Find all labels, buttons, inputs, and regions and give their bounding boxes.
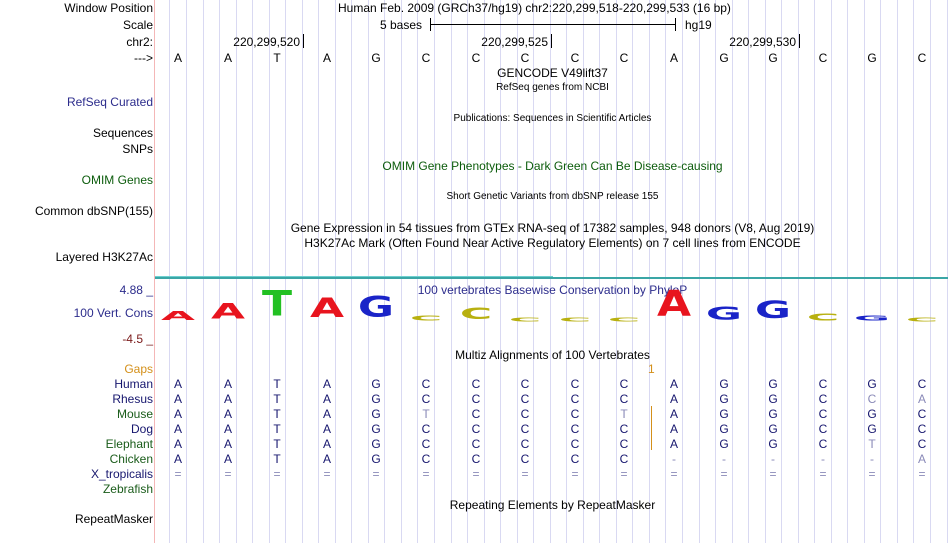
- alignment-base: T: [273, 422, 281, 436]
- alignment-base: A: [173, 422, 182, 436]
- reference-base: G: [371, 51, 381, 65]
- reference-base: C: [818, 51, 828, 65]
- alignment-base: G: [719, 407, 729, 421]
- alignment-base: G: [371, 437, 381, 451]
- alignment-base: G: [719, 377, 729, 391]
- alignment-base: =: [819, 467, 827, 481]
- reference-base: C: [570, 51, 580, 65]
- alignment-base: C: [421, 392, 431, 406]
- alignment-base: A: [322, 422, 331, 436]
- gencode-track-title[interactable]: GENCODE V49lift37: [497, 66, 608, 80]
- phylop-logo-letter: C: [508, 316, 542, 323]
- gap-insertion-marker: [651, 406, 652, 450]
- alignment-base: =: [720, 467, 728, 481]
- alignment-base: C: [867, 392, 877, 406]
- multiz-track-title[interactable]: Multiz Alignments of 100 Vertebrates: [455, 348, 650, 362]
- alignment-base: C: [619, 422, 629, 436]
- phylop-logo-letter: C: [806, 311, 840, 323]
- alignment-base: A: [322, 437, 331, 451]
- alignment-base: A: [173, 407, 182, 421]
- alignment-base: C: [619, 437, 629, 451]
- alignment-base: A: [173, 437, 182, 451]
- alignment-base: C: [570, 452, 580, 466]
- alignment-base: =: [224, 467, 232, 481]
- alignment-base: A: [223, 392, 232, 406]
- alignment-base: -: [821, 452, 825, 466]
- alignment-base: -: [771, 452, 775, 466]
- alignment-base: =: [372, 467, 380, 481]
- alignment-base: =: [670, 467, 678, 481]
- phylop-logo-letter: A: [309, 293, 345, 325]
- alignment-base: G: [768, 422, 778, 436]
- cons-min-label: -4.5 _: [122, 332, 153, 346]
- alignment-base: C: [917, 422, 927, 436]
- gaps-label[interactable]: Gaps: [124, 362, 153, 376]
- alignment-base: G: [371, 422, 381, 436]
- alignment-base: C: [818, 377, 828, 391]
- alignment-base: C: [570, 422, 580, 436]
- alignment-base: A: [173, 392, 182, 406]
- omim-genes-label[interactable]: OMIM Genes: [81, 173, 153, 187]
- alignment-base: T: [422, 407, 430, 421]
- phylop-logo-letter: G: [357, 291, 395, 325]
- alignment-base: =: [273, 467, 281, 481]
- alignment-base: C: [421, 437, 431, 451]
- omim-track-title[interactable]: OMIM Gene Phenotypes - Dark Green Can Be Disease-causing: [382, 159, 723, 173]
- alignment-base: C: [570, 407, 580, 421]
- alignment-base: =: [868, 467, 876, 481]
- alignment-base: C: [471, 377, 481, 391]
- alignment-base: C: [818, 437, 828, 451]
- alignment-base: C: [421, 422, 431, 436]
- alignment-base: G: [719, 437, 729, 451]
- alignment-base: C: [818, 407, 828, 421]
- alignment-base: C: [471, 452, 481, 466]
- snps-label[interactable]: SNPs: [122, 142, 153, 156]
- strand-label[interactable]: --->: [134, 51, 153, 65]
- alignment-base: C: [471, 437, 481, 451]
- reference-base: C: [917, 51, 927, 65]
- phylop-logo-letter: C: [558, 316, 592, 323]
- assembly-label: hg19: [685, 18, 712, 32]
- reference-base: T: [273, 51, 281, 65]
- phylop-logo-letter: G: [705, 303, 743, 324]
- alignment-base: =: [323, 467, 331, 481]
- alignment-base: G: [768, 437, 778, 451]
- alignment-base: C: [570, 437, 580, 451]
- species-label-human[interactable]: Human: [114, 377, 153, 391]
- alignment-base: =: [918, 467, 926, 481]
- alignment-base: A: [669, 422, 678, 436]
- alignment-base: C: [520, 377, 530, 391]
- alignment-base: C: [520, 452, 530, 466]
- alignment-base: C: [520, 422, 530, 436]
- alignment-base: T: [273, 407, 281, 421]
- alignment-base: A: [669, 407, 678, 421]
- alignment-base: A: [322, 452, 331, 466]
- h3k27ac-track-title[interactable]: H3K27Ac Mark (Often Found Near Active Regulatory Elements) on 7 cell lines from ENCODE: [304, 236, 801, 250]
- alignment-base: =: [620, 467, 628, 481]
- reference-base: C: [520, 51, 530, 65]
- cons-max-label: 4.88 _: [119, 283, 153, 297]
- species-label-zebrafish[interactable]: Zebrafish: [102, 482, 153, 496]
- alignment-base: T: [273, 377, 281, 391]
- alignment-base: G: [371, 392, 381, 406]
- phylop-logo-letter: A: [160, 309, 196, 323]
- species-label-x_tropicalis[interactable]: X_tropicalis: [90, 467, 153, 481]
- alignment-base: A: [917, 392, 926, 406]
- alignment-base: G: [867, 377, 877, 391]
- alignment-base: C: [421, 377, 431, 391]
- species-label-chicken[interactable]: Chicken: [109, 452, 153, 466]
- species-label-rhesus[interactable]: Rhesus: [112, 392, 153, 406]
- phylop-logo-letter: A: [656, 283, 692, 325]
- alignment-base: C: [917, 377, 927, 391]
- reference-base: A: [669, 51, 678, 65]
- alignment-base: A: [223, 437, 232, 451]
- reference-base: A: [173, 51, 182, 65]
- alignment-base: C: [471, 392, 481, 406]
- repeatmasker-track-title[interactable]: Repeating Elements by RepeatMasker: [449, 498, 656, 512]
- gap-count: 1: [648, 362, 655, 376]
- alignment-base: A: [669, 437, 678, 451]
- alignment-base: G: [867, 407, 877, 421]
- alignment-base: A: [223, 377, 232, 391]
- refseq-curated-label[interactable]: RefSeq Curated: [66, 95, 153, 109]
- alignment-base: G: [768, 377, 778, 391]
- alignment-base: C: [917, 407, 927, 421]
- alignment-base: =: [571, 467, 579, 481]
- alignment-base: T: [868, 437, 876, 451]
- alignment-base: C: [619, 452, 629, 466]
- alignment-base: -: [672, 452, 676, 466]
- scale-text: 5 bases: [380, 18, 423, 32]
- repeatmasker-label[interactable]: RepeatMasker: [74, 512, 153, 526]
- ruler-tick-2: 220,299,525: [481, 35, 548, 49]
- gtex-track-title[interactable]: Gene Expression in 54 tissues from GTEx RNA-seq of 17382 samples, 948 donors (V8, Aug 2019): [290, 221, 815, 235]
- reference-base: A: [223, 51, 232, 65]
- species-label-mouse[interactable]: Mouse: [116, 407, 153, 421]
- window-position-value: Human Feb. 2009 (GRCh37/hg19) chr2:220,299,518-220,299,533 (16 bp): [338, 1, 731, 15]
- publications-track-title[interactable]: Publications: Sequences in Scientific Articles: [453, 113, 652, 124]
- alignment-base: A: [669, 377, 678, 391]
- alignment-base: C: [520, 392, 530, 406]
- alignment-base: C: [421, 452, 431, 466]
- chrom-label: chr2:: [126, 35, 153, 49]
- alignment-base: A: [173, 377, 182, 391]
- layered-h3k27ac-label[interactable]: Layered H3K27Ac: [55, 250, 153, 264]
- alignment-base: C: [520, 437, 530, 451]
- reference-base: C: [421, 51, 431, 65]
- alignment-base: G: [768, 392, 778, 406]
- phylop-logo-letter: C: [905, 316, 939, 323]
- alignment-base: -: [870, 452, 874, 466]
- phylop-logo-letter: A: [210, 299, 246, 324]
- alignment-base: A: [322, 407, 331, 421]
- reference-base: C: [619, 51, 629, 65]
- alignment-base: G: [867, 422, 877, 436]
- species-label-elephant[interactable]: Elephant: [105, 437, 153, 451]
- alignment-base: C: [471, 407, 481, 421]
- alignment-base: T: [620, 407, 628, 421]
- alignment-base: C: [570, 377, 580, 391]
- dbsnp-track-title[interactable]: Short Genetic Variants from dbSNP release 155: [446, 191, 659, 202]
- alignment-base: G: [371, 407, 381, 421]
- alignment-base: G: [719, 422, 729, 436]
- alignment-base: C: [619, 392, 629, 406]
- reference-base: G: [719, 51, 729, 65]
- alignment-base: C: [471, 422, 481, 436]
- alignment-base: A: [322, 392, 331, 406]
- phylop-logo-letter: C: [459, 304, 493, 324]
- alignment-base: C: [520, 407, 530, 421]
- alignment-base: G: [768, 407, 778, 421]
- alignment-base: C: [619, 377, 629, 391]
- phylop-logo-letter: G: [754, 296, 792, 324]
- alignment-base: G: [371, 452, 381, 466]
- alignment-base: =: [521, 467, 529, 481]
- alignment-base: C: [818, 422, 828, 436]
- alignment-base: C: [818, 392, 828, 406]
- cons-track-title[interactable]: 100 vertebrates Basewise Conservation by PhyloP: [417, 283, 688, 297]
- alignment-base: T: [273, 392, 281, 406]
- alignment-base: =: [174, 467, 182, 481]
- alignment-base: A: [223, 422, 232, 436]
- phylop-logo-letter: T: [261, 284, 293, 325]
- alignment-base: C: [917, 437, 927, 451]
- alignment-base: G: [371, 377, 381, 391]
- vert-cons-label[interactable]: 100 Vert. Cons: [73, 306, 153, 320]
- phylop-logo-letter: G: [853, 314, 891, 323]
- alignment-base: T: [273, 452, 281, 466]
- alignment-base: A: [917, 452, 926, 466]
- reference-base: A: [322, 51, 331, 65]
- alignment-base: A: [173, 452, 182, 466]
- alignment-base: =: [472, 467, 480, 481]
- scale-label: Scale: [122, 18, 153, 32]
- refseq-track-subtitle[interactable]: RefSeq genes from NCBI: [496, 82, 609, 93]
- window-position-label: Window Position: [64, 1, 153, 15]
- ruler-tick-1: 220,299,520: [233, 35, 300, 49]
- reference-base: G: [768, 51, 778, 65]
- phylop-logo-letter: C: [607, 316, 641, 323]
- alignment-base: T: [273, 437, 281, 451]
- ruler-tick-3: 220,299,530: [729, 35, 796, 49]
- alignment-base: A: [223, 452, 232, 466]
- alignment-base: -: [722, 452, 726, 466]
- reference-base: C: [471, 51, 481, 65]
- phylop-logo-letter: C: [409, 314, 443, 323]
- alignment-base: C: [570, 392, 580, 406]
- alignment-base: =: [769, 467, 777, 481]
- alignment-base: A: [223, 407, 232, 421]
- reference-base: G: [867, 51, 877, 65]
- alignment-base: G: [719, 392, 729, 406]
- common-dbsnp-label[interactable]: Common dbSNP(155): [34, 204, 153, 218]
- alignment-base: A: [322, 377, 331, 391]
- species-label-dog[interactable]: Dog: [130, 422, 153, 436]
- sequences-label[interactable]: Sequences: [92, 126, 153, 140]
- alignment-base: =: [422, 467, 430, 481]
- alignment-base: A: [669, 392, 678, 406]
